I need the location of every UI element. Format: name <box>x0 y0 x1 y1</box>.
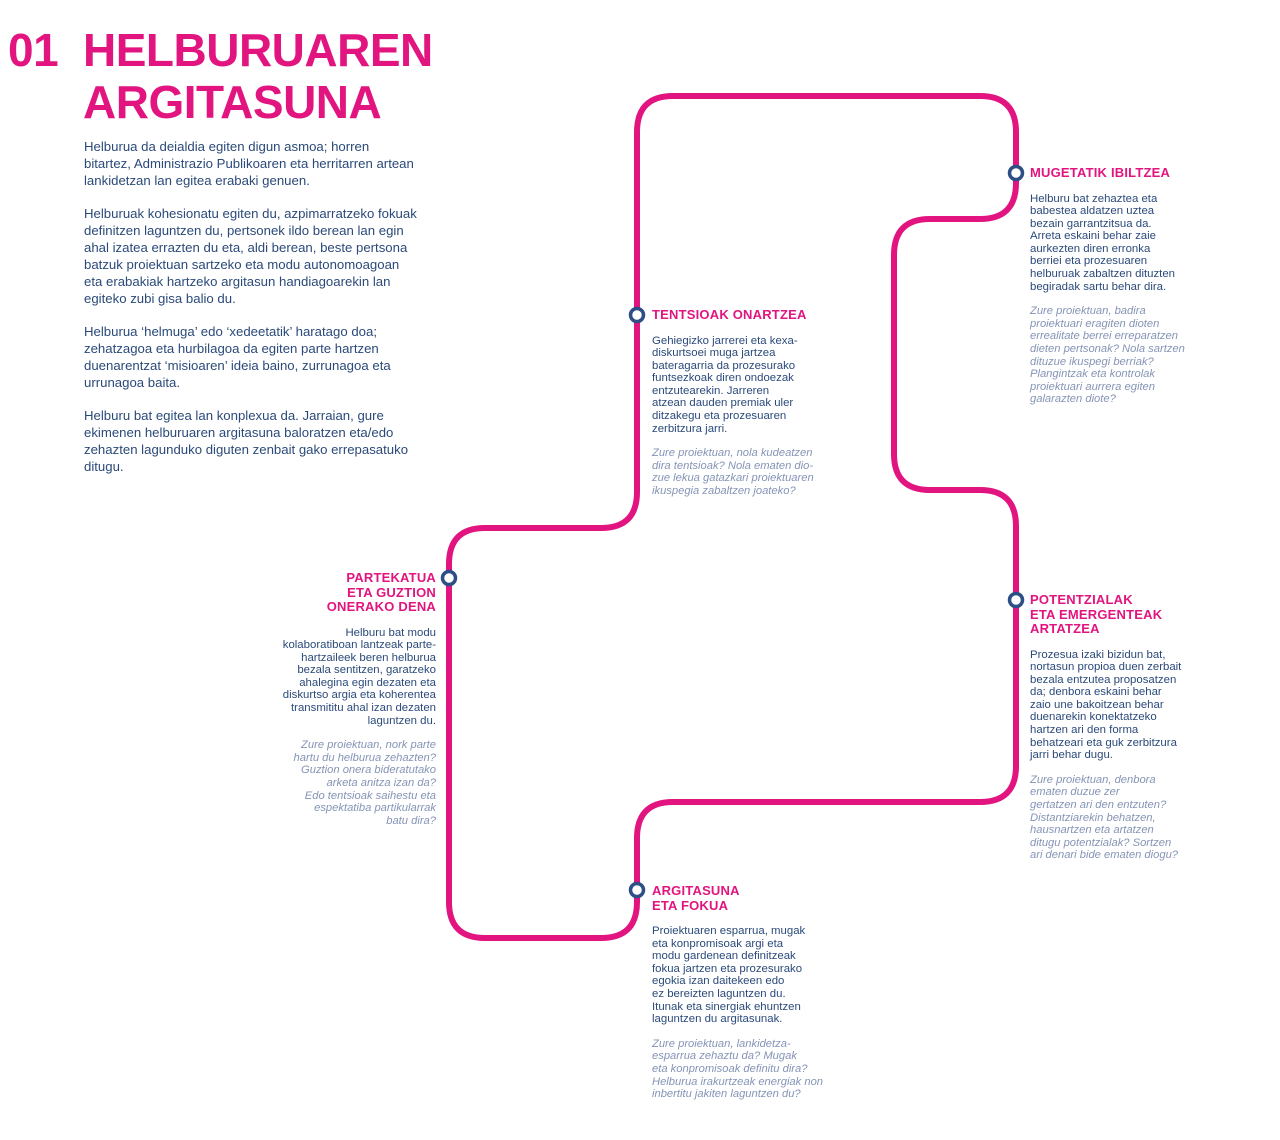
stop-title: MUGETATIK IBILTZEA <box>1030 165 1171 180</box>
route-line <box>449 96 1016 938</box>
page-title-line-1: HELBURUAREN <box>83 24 433 76</box>
stop-title: ARGITASUNA ETA FOKUA <box>652 883 740 913</box>
stop-description: Helburu bat modu kolaboratiboan lantzeak parte- hartzaileek beren helburua bezala sentitzen, garatzeko ahalegina egin dezaten eta diskurtso argia eta koherentea transmititu ahal izan dezaten laguntzen du. <box>282 626 436 727</box>
stop-question: Zure proiektuan, nork parte hartu du helburua zehazten? Guztion onera bideratutako arketa anitza izan da? Edo tentsioak saihestu eta espektatiba partikularrak batu dira? <box>293 739 436 827</box>
stop-mugetatik <box>1030 166 1210 406</box>
station-tentsioak <box>631 309 644 322</box>
section-number: 01 <box>8 24 59 76</box>
stop-partekatua <box>246 571 436 827</box>
stop-question: Zure proiektuan, denbora ematen duzue zer gertatzen ari den entzuten? Distantziarekin behatzen, hausnartzen eta artatzen ditugu potentzialak? Sortzen ari denari bide ematen diogu? <box>1030 773 1179 862</box>
intro-paragraph: Helburua ‘helmuga’ edo ‘xedeetatik’ haratago doa; zehatzagoa eta hurbilagoa da egiten parte hartzen duenarentzat ‘misioaren’ ideia baino, zurrunagoa eta urrunagoa baita. <box>84 324 391 390</box>
page-title <box>83 24 433 128</box>
page-title-line-2: ARGITASUNA <box>83 76 382 128</box>
stop-tentsioak <box>652 308 832 498</box>
stop-description: Helburu bat zehaztea eta babestea aldatzen uztea bezain garrantzitsua da. Arreta eskaini behar zaie aurkezten diren erronka berriei eta prozesuaren helburuak zabaltzen dituzten begiradak sartu behar dira. <box>1030 192 1176 293</box>
stop-title: TENTSIOAK ONARTZEA <box>652 307 807 322</box>
stop-argitasuna <box>652 884 832 1101</box>
stop-title: PARTEKATUA ETA GUZTION ONERAKO DENA <box>326 570 436 614</box>
intro-paragraph: Helburua da deialdia egiten digun asmoa; horren bitartez, Administrazio Publikoaren eta herritarren artean lankidetzan lan egitea erabaki genuen. <box>84 139 414 188</box>
intro-text <box>84 138 440 491</box>
intro-paragraph: Helburuak kohesionatu egiten du, azpimarratzeko fokuak definitzen laguntzen du, pertsonek ildo berean lan egin ahal izatea errazten du eta, aldi berean, beste pertsona batzuk proiektuan sartzeko eta modu autonomoagoan eta erabakiak hartzeko argitasun handiagoarekin lan egiteko zubi gisa balio du. <box>84 206 417 306</box>
stop-potentzialak <box>1030 593 1210 862</box>
stop-question: Zure proiektuan, badira proiektuari eragiten dioten errealitate berrei erreparatzen dieten pertsonak? Nola sartzen dituzue ikuspegi berriak? Plangintzak eta kontrolak proiektuari aurrera egiten galarazten diote? <box>1030 305 1185 406</box>
stop-question: Zure proiektuan, lankidetza- esparrua zehaztu da? Mugak eta konpromisoak definitu dira? Helburua irakurtzeak energiak non inbertitu jakiten laguntzen du? <box>652 1037 824 1101</box>
station-argitasuna <box>631 884 644 897</box>
station-mugetatik <box>1010 167 1023 180</box>
stop-title: POTENTZIALAK ETA EMERGENTEAK ARTATZEA <box>1030 592 1163 636</box>
stop-description: Prozesua izaki bizidun bat, nortasun propioa duen zerbait bezala entzutea proposatzen da; denbora eskaini behar zaio une bakoitzean behar duenarekin konektatzeko hartzen ari den forma behatzeari eta guk zerbitzura jarri behar dugu. <box>1030 648 1182 762</box>
station-potentzialak <box>1010 594 1023 607</box>
station-partekatua <box>443 572 456 585</box>
stop-description: Gehiegizko jarrerei eta kexa- diskurtsoei muga jartzea bateragarria da prozesurako funtsezkoak diren ondoezak entzutearekin. Jarreren atzean dauden premiak uler ditzakegu eta prozesuaren zerbitzura jarri. <box>652 334 798 435</box>
stop-description: Proiektuaren esparrua, mugak eta konpromisoak argi eta modu gardenean definitzeak fokua jartzen eta prozesurako egokia izan daitekeen edo ez bereizten laguntzen du. Itunak eta sinergiak ehuntzen laguntzen du argitasunak. <box>652 925 806 1026</box>
intro-paragraph: Helburu bat egitea lan konplexua da. Jarraian, gure ekimenen helburuaren argitasuna baloratzen eta/edo zehazten lagunduko diguten zenbait gako errepasatuko ditugu. <box>84 408 409 474</box>
stop-question: Zure proiektuan, nola kudeatzen dira tentsioak? Nola ematen dio- zue lekua gatazkari proiektuaren ikuspegia zabaltzen joateko? <box>652 447 814 498</box>
